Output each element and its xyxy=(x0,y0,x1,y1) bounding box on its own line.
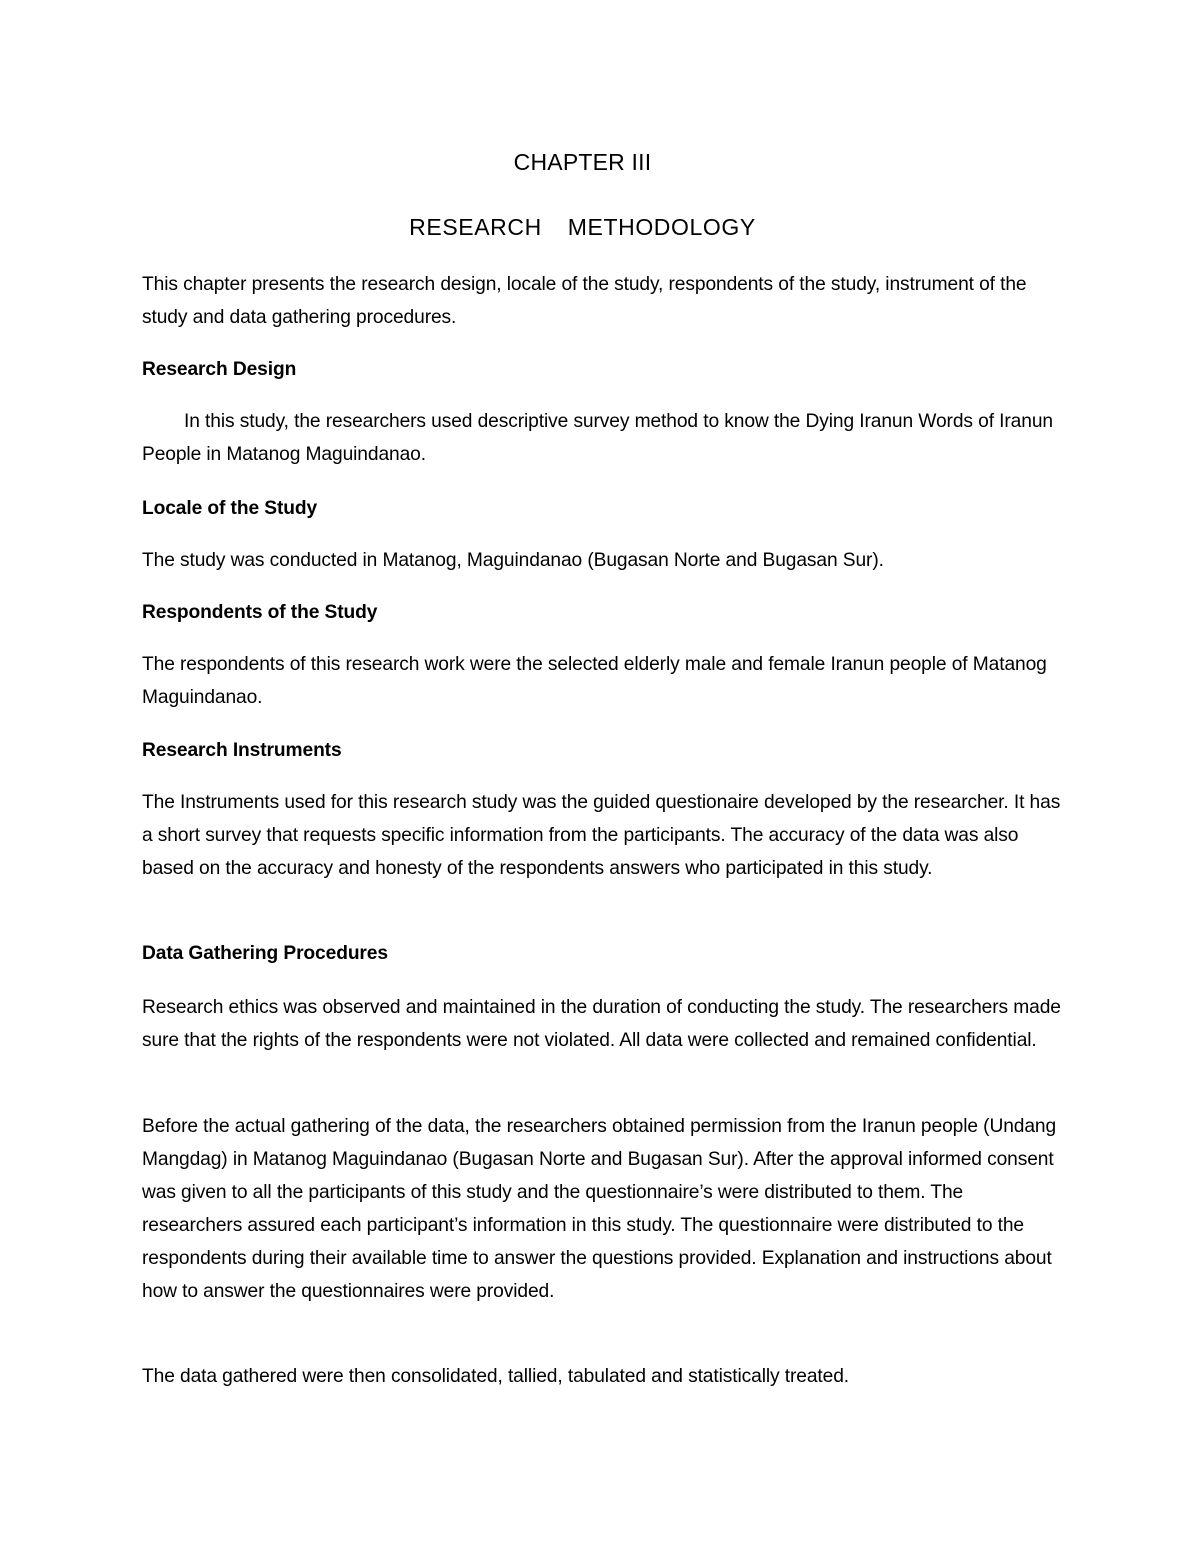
section-heading-respondents: Respondents of the Study xyxy=(142,602,378,623)
respondents-paragraph: The respondents of this research work were the selected elderly male and female Iranun people of Matanog Maguindanao. xyxy=(142,654,1047,708)
section-heading-research-design: Research Design xyxy=(142,359,297,380)
data-gathering-paragraph-1: Research ethics was observed and maintained in the duration of conducting the study. The researchers made sure that the rights of the respondents were not violated. All data were collected and remained confidential. xyxy=(142,997,1061,1051)
data-gathering-paragraph-2: Before the actual gathering of the data, the researchers obtained permission from the Iranun people (Undang Mangdag) in Matanog Maguindanao (Bugasan Norte and Bugasan Sur). After the approval informed consent was given to all the participants of this study and the questionnaire’s were distributed to them. The researchers assured each participant’s information in this study. The questionnaire were distributed to the respondents during their available time to answer the questions provided. Explanation and instructions about how to answer the questionnaires were provided. xyxy=(142,1116,1057,1302)
section-heading-data-gathering: Data Gathering Procedures xyxy=(142,943,388,964)
intro-paragraph: This chapter presents the research design, locale of the study, respondents of the study, instrument of the study and data gathering procedures. xyxy=(142,274,1027,328)
page-title: RESEARCH METHODOLOGY xyxy=(409,214,756,240)
locale-paragraph: The study was conducted in Matanog, Maguindanao (Bugasan Norte and Bugasan Sur). xyxy=(142,550,884,571)
data-gathering-paragraph-3: The data gathered were then consolidated, tallied, tabulated and statistically treated. xyxy=(142,1366,850,1387)
section-heading-locale: Locale of the Study xyxy=(142,498,318,519)
chapter-title: CHAPTER III xyxy=(513,149,652,175)
research-design-paragraph: In this study, the researchers used descriptive survey method to know the Dying Iranun Words of Iranun People in Matanog Maguindanao. xyxy=(142,411,1053,465)
section-heading-instruments: Research Instruments xyxy=(142,740,342,761)
instruments-paragraph: The Instruments used for this research study was the guided questionaire developed by the researcher. It has a short survey that requests specific information from the participants. The accuracy of the data was also based on the accuracy and honesty of the respondents answers who participated in this study. xyxy=(142,792,1061,879)
